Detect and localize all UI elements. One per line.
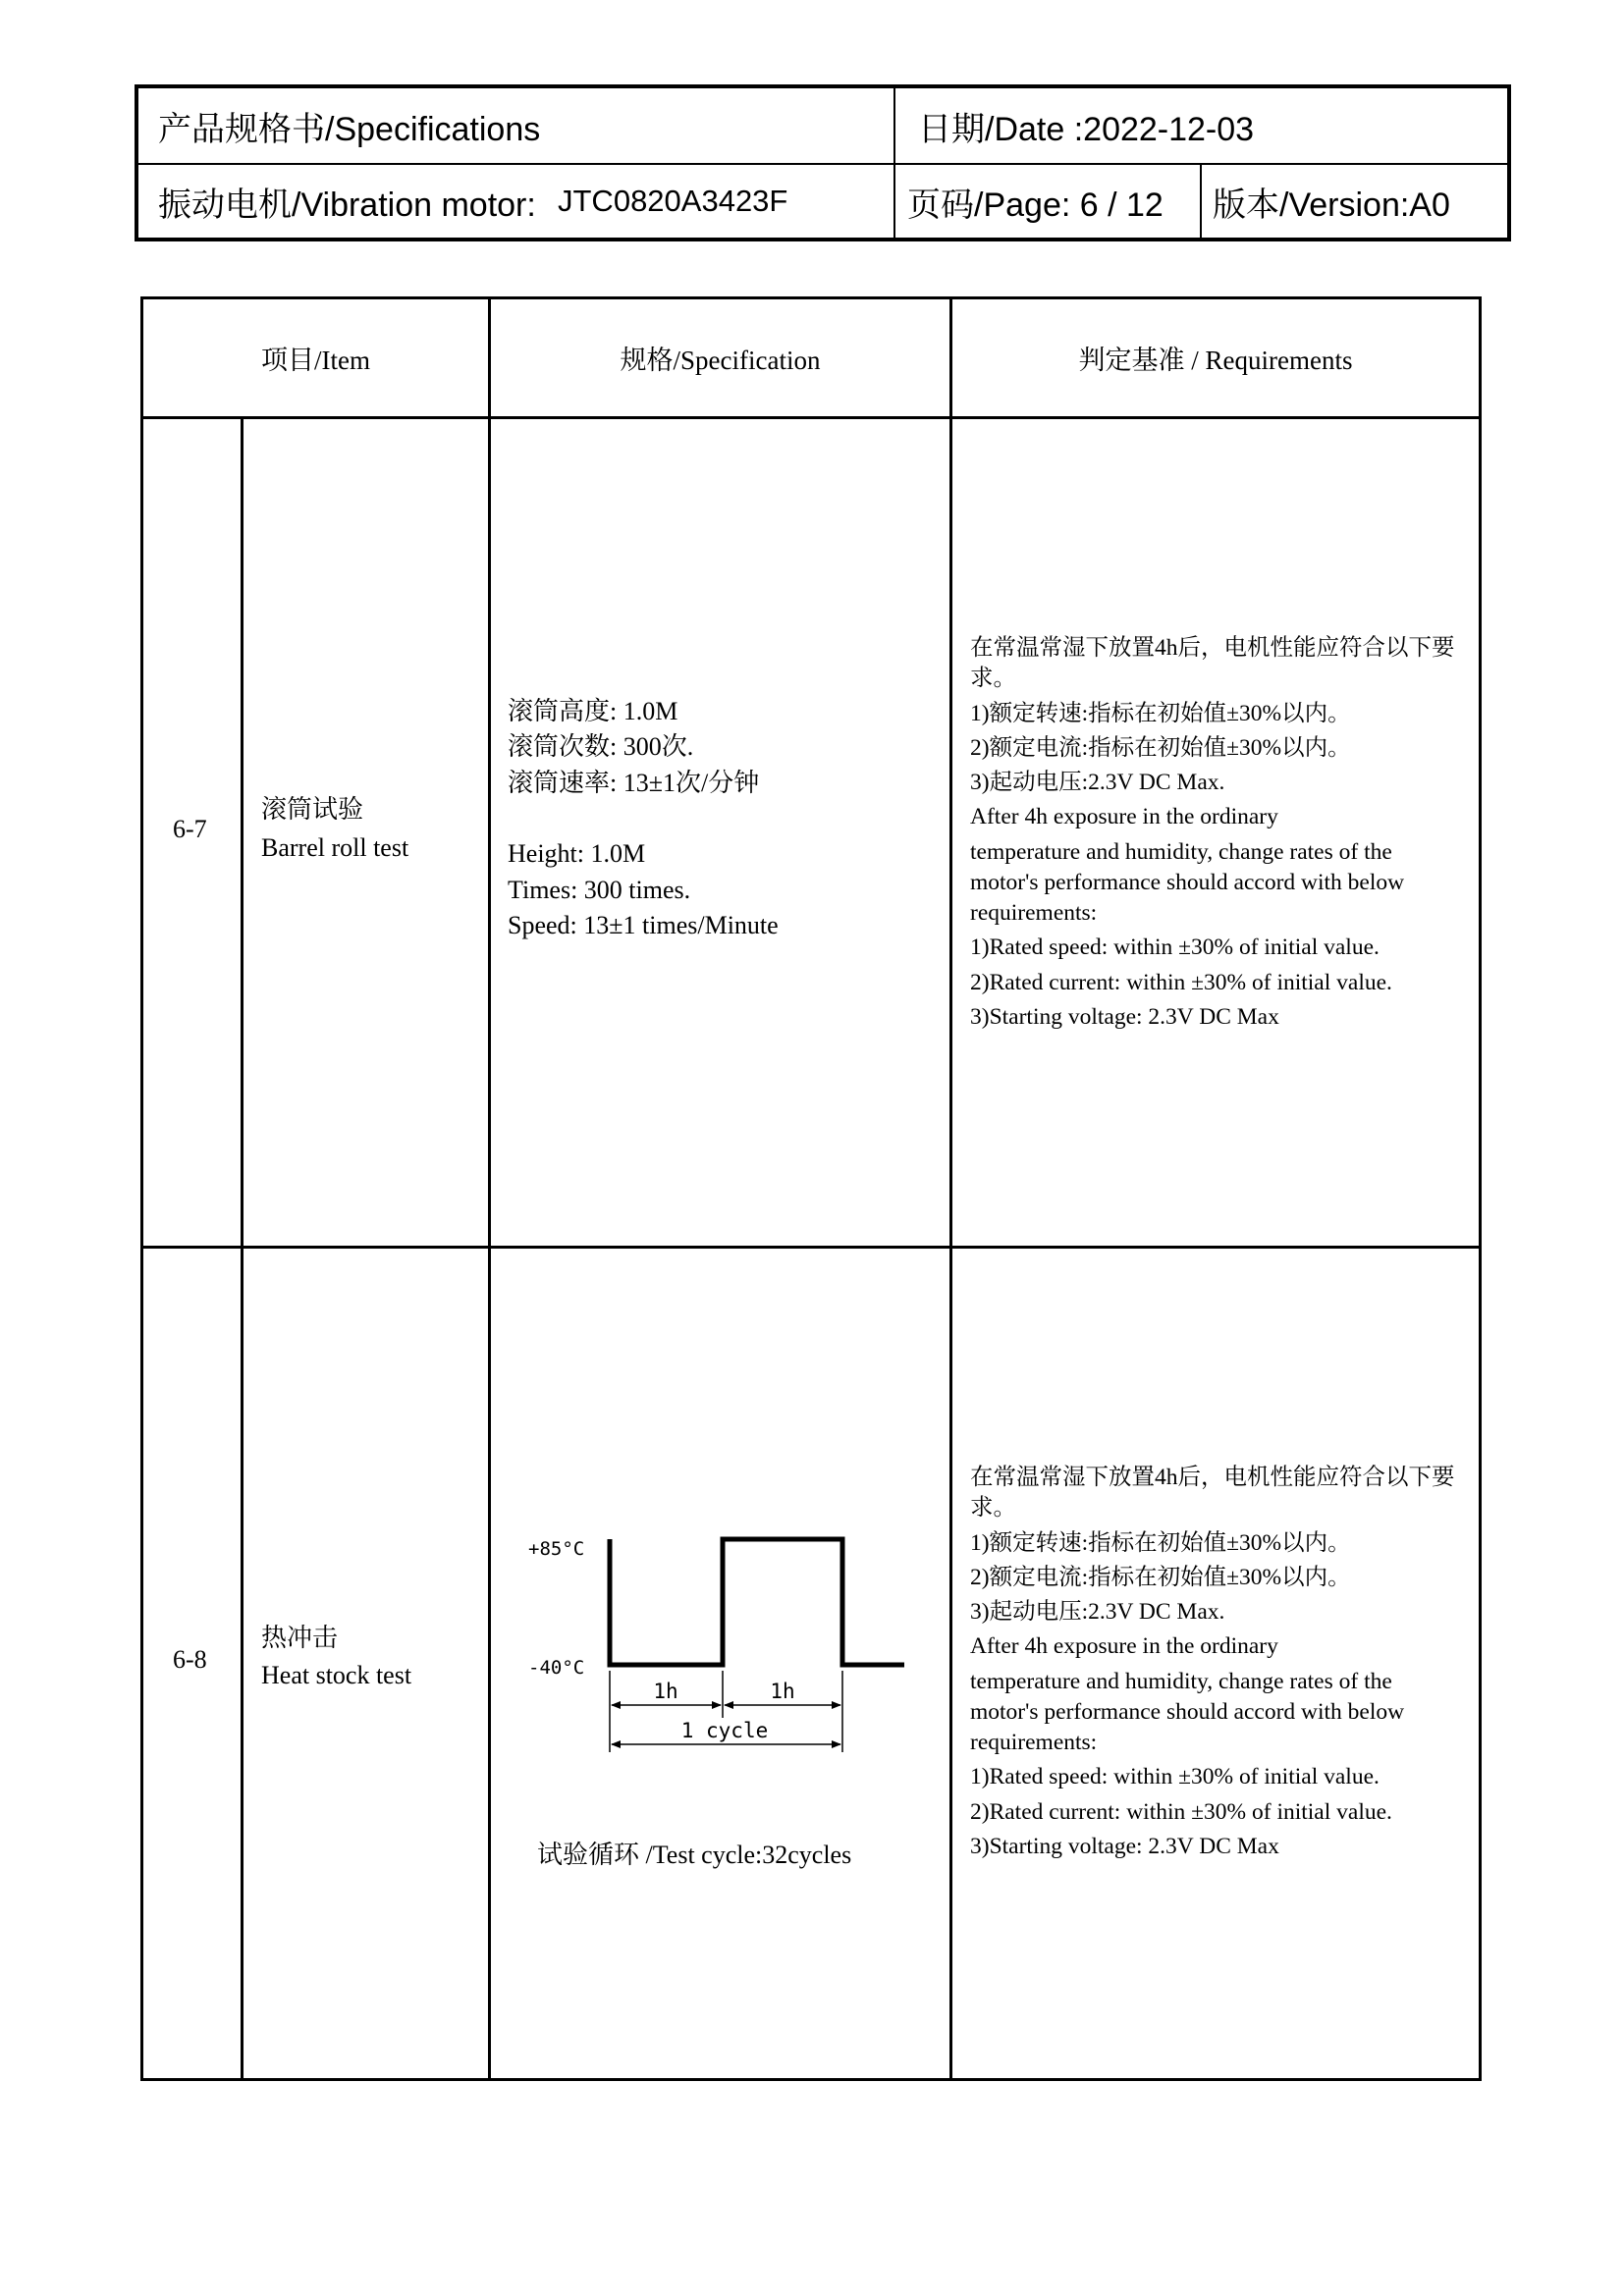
segment-label: 1h [653, 1680, 678, 1703]
product-label: 振动电机/Vibration motor: [158, 186, 536, 224]
model-number: JTC0820A3423F [558, 184, 788, 218]
req-item-en: 3)Starting voltage: 2.3V DC Max [970, 1003, 1279, 1030]
req-item-en: 3)Starting voltage: 2.3V DC Max [970, 1833, 1279, 1859]
row-number: 6-7 [173, 815, 207, 843]
row-number: 6-8 [173, 1645, 207, 1674]
test-name-cn: 滚筒试验 [261, 795, 364, 824]
spec-line: Times: 300 times. [508, 875, 691, 904]
req-intro-en: After 4h exposure in the ordinary [970, 804, 1278, 830]
cycle-label: 1 cycle [680, 1719, 769, 1742]
specification-text [508, 694, 779, 943]
req-item-cn: 2)额定电流:指标在初始值±30%以内。 [970, 1564, 1351, 1590]
spec-line: 滚筒速率: 13±1次/分钟 [508, 768, 760, 797]
spec-table [140, 296, 1482, 2081]
segment-label: 1h [770, 1680, 795, 1703]
test-name-en: Heat stock test [261, 1661, 412, 1689]
spec-title: 产品规格书/Specifications [158, 110, 541, 148]
low-temp-label: -40°C [528, 1657, 585, 1679]
column-header-specification: 规格/Specification [620, 346, 821, 375]
req-item-en: 2)Rated current: within ±30% of initial value. [970, 969, 1392, 995]
req-item-cn: 1)额定转速:指标在初始值±30%以内。 [970, 700, 1351, 726]
table-grid-line [143, 1246, 1479, 1249]
column-header-requirements: 判定基准 / Requirements [1078, 346, 1353, 375]
req-item-cn: 3)起动电压:2.3V DC Max. [970, 1599, 1225, 1625]
test-cycle-note: 试验循环 /Test cycle:32cycles [537, 1841, 852, 1869]
table-grid-line [143, 416, 1479, 419]
req-intro-en: temperature and humidity, change rates of the motor's performance should accord with below requirements: [970, 1668, 1405, 1755]
spec-line: 滚筒高度: 1.0M [508, 697, 678, 725]
req-item-en: 1)Rated speed: within ±30% of initial value. [970, 934, 1380, 961]
req-intro-cn: 在常温常湿下放置4h后，电机性能应符合以下要求。 [970, 635, 1455, 692]
header-divider [1200, 163, 1202, 238]
header-divider [893, 88, 895, 238]
spec-line: Height: 1.0M [508, 839, 646, 869]
req-item-cn: 3)起动电压:2.3V DC Max. [970, 770, 1225, 795]
column-header-item: 项目/Item [261, 346, 370, 375]
test-name-en: Barrel roll test [261, 833, 409, 862]
req-item-en: 2)Rated current: within ±30% of initial value. [970, 1798, 1392, 1825]
table-grid-line [241, 417, 244, 2078]
req-item-cn: 1)额定转速:指标在初始值±30%以内。 [970, 1529, 1351, 1556]
version: 版本/Version:A0 [1213, 186, 1450, 224]
spec-line: 滚筒次数: 300次. [508, 732, 694, 762]
page-number: 页码/Page: 6 / 12 [907, 186, 1164, 224]
document-header [135, 84, 1511, 241]
table-grid-line [488, 299, 491, 2078]
spec-line: Speed: 13±1 times/Minute [508, 910, 779, 939]
req-intro-en: After 4h exposure in the ordinary [970, 1633, 1278, 1660]
req-intro-en: temperature and humidity, change rates of the motor's performance should accord with below requirements: [970, 838, 1405, 926]
requirements-text [970, 1463, 1461, 1862]
thermal-cycle-diagram [528, 1522, 921, 1767]
req-item-en: 1)Rated speed: within ±30% of initial value. [970, 1764, 1380, 1790]
high-temp-label: +85°C [528, 1538, 585, 1560]
test-name-cn: 热冲击 [261, 1624, 339, 1652]
req-intro-cn: 在常温常湿下放置4h后，电机性能应符合以下要求。 [970, 1465, 1455, 1522]
req-item-cn: 2)额定电流:指标在初始值±30%以内。 [970, 734, 1351, 761]
requirements-text [970, 633, 1461, 1033]
temperature-waveform [610, 1539, 904, 1665]
table-grid-line [949, 299, 952, 2078]
doc-date: 日期/Date :2022-12-03 [918, 110, 1255, 148]
